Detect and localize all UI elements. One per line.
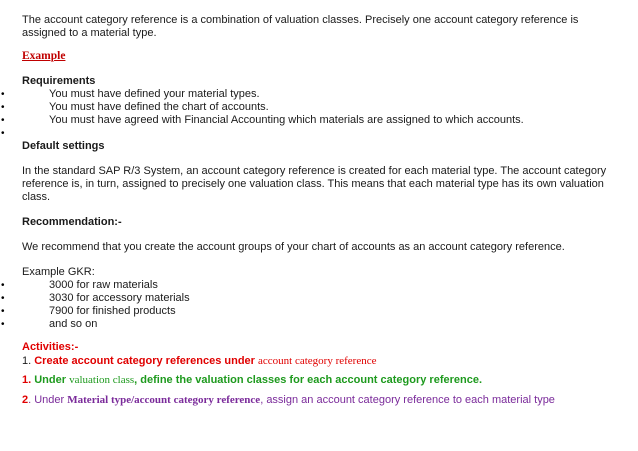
requirements-list (22, 88, 622, 140)
spacer (22, 204, 622, 216)
default-settings-heading: Default settings (22, 140, 105, 152)
step-text: Create account category references under (34, 355, 258, 367)
activity-step-3 (22, 393, 622, 407)
step-text: . Under (28, 394, 68, 406)
spacer (22, 229, 622, 241)
step-link[interactable]: valuation class (69, 374, 135, 386)
step-text: Under (34, 374, 70, 386)
gkr-list (22, 279, 622, 331)
list-item (22, 127, 622, 140)
list-item: • You must have defined your material types. (22, 88, 622, 101)
list-item: • and so on (22, 318, 622, 331)
step-number: 2 (22, 394, 29, 406)
activity-step-2 (22, 373, 622, 387)
step-text: , define the valuation classes for each account category reference. (134, 374, 483, 386)
list-item: • 7900 for finished products (22, 305, 622, 318)
requirements-heading: Requirements (22, 75, 96, 87)
step-link[interactable]: Material type/account category reference (67, 394, 261, 406)
step-link[interactable]: account category reference (258, 355, 377, 367)
step-number: 1. (22, 355, 35, 367)
example-link[interactable]: Example (22, 50, 66, 62)
activities-heading: Activities:- (22, 341, 79, 353)
recommendation-paragraph: We recommend that you create the account groups of your chart of accounts as an account category reference. (22, 241, 565, 253)
list-item: • 3000 for raw materials (22, 279, 622, 292)
example-gkr-label: Example GKR: (22, 266, 95, 278)
list-item: • You must have agreed with Financial Accounting which materials are assigned to which accounts. (22, 114, 622, 127)
spacer (22, 254, 622, 266)
spacer (22, 153, 622, 165)
activity-step-1 (22, 354, 622, 368)
default-settings-paragraph: In the standard SAP R/3 System, an account category reference is created for each material type. The account category reference is, in turn, assigned to precisely one valuation class. This means that each material type has its own valuation class. (22, 165, 607, 203)
list-item: • 3030 for accessory materials (22, 292, 622, 305)
intro-paragraph: The account category reference is a combination of valuation classes. Precisely one account category reference is assigned to a material type. (22, 14, 579, 39)
step-text: , assign an account category reference to each material type (260, 394, 555, 406)
recommendation-heading: Recommendation:- (22, 216, 122, 228)
document-page (22, 14, 622, 407)
list-item: • You must have defined the chart of accounts. (22, 101, 622, 114)
step-number: 1. (22, 374, 35, 386)
